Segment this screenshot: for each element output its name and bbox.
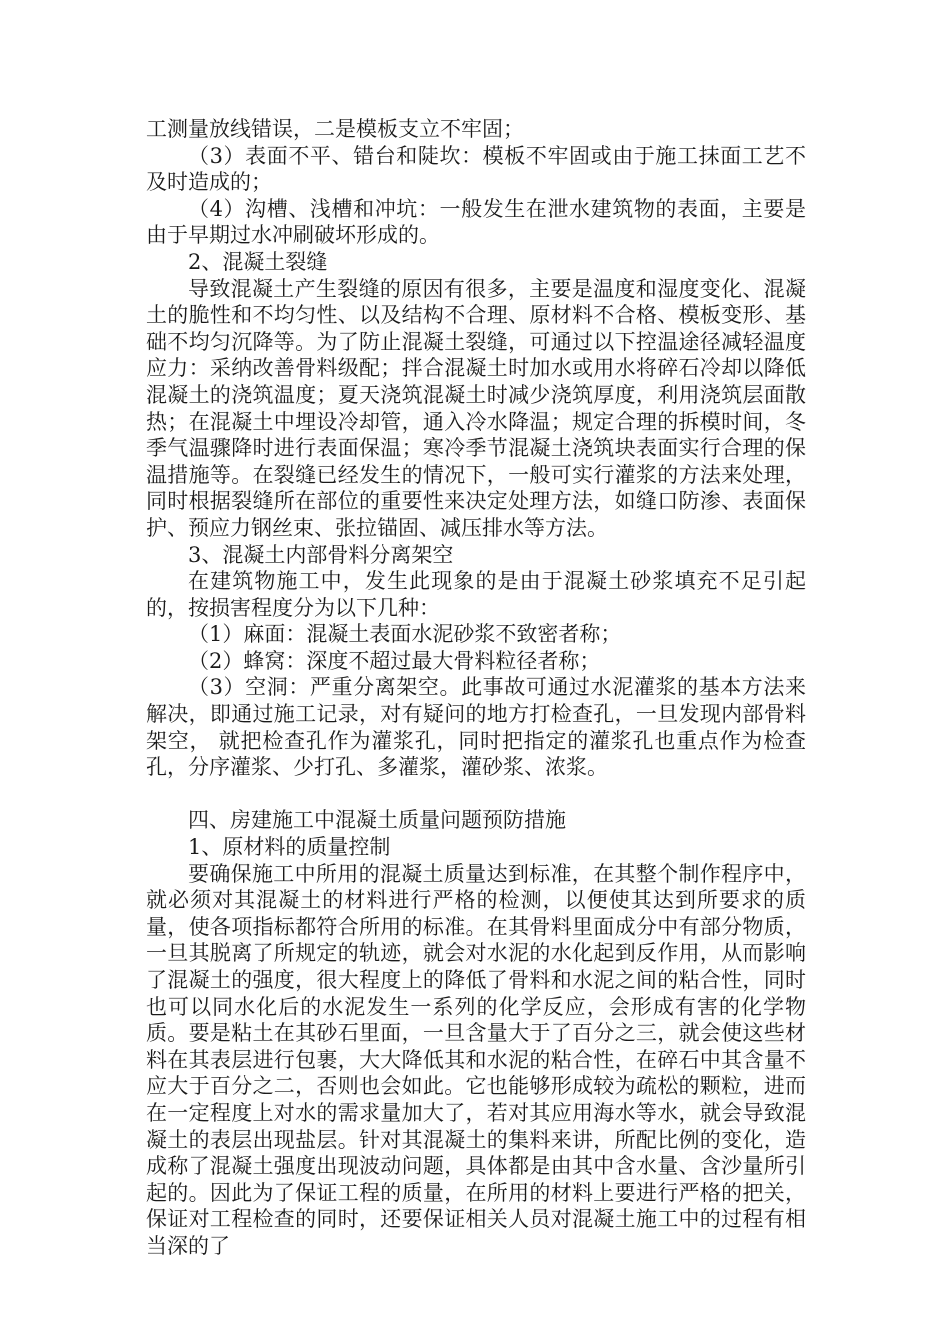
- blank-line: [146, 781, 806, 808]
- paragraph: （3）表面不平、错台和陡坎：模板不牢固或由于施工抹面工艺不及时造成的；: [146, 143, 806, 195]
- section-heading: 1、原材料的质量控制: [188, 835, 391, 860]
- paragraph: 在建筑物施工中，发生此现象的是由于混凝土砂浆填充不足引起的，按损害程度分为以下几种：: [146, 569, 806, 620]
- list-item: （1）麻面：混凝土表面水泥砂浆不致密者称；: [188, 622, 622, 647]
- list-item: （3）空洞：严重分离架空。此事故可通过水泥灌浆的基本方法来解决，即通过施工记录，对有疑问的地方打检查孔，一旦发现内部骨料架空， 就把检查孔作为灌浆孔，同时把指定的灌浆孔也重点作为检查孔，分序灌浆、少打孔、多灌浆，灌砂浆、浓浆。: [146, 675, 806, 780]
- paragraph: 工测量放线错误，二是模板支立不牢固；: [146, 117, 524, 141]
- list-item: （2）蜂窝：深度不超过最大骨料粒径者称；: [188, 648, 601, 673]
- paragraph: 导致混凝土产生裂缝的原因有很多，主要是温度和湿度变化、混凝土的脆性和不均匀性、以及结构不合理、原材料不合格、模板变形、基础不均匀沉降等。为了防止混凝土裂缝，可通过以下控温途径减轻温度应力：采纳改善骨料级配；拌合混凝土时加水或用水将碎石冷却以降低混凝土的浇筑温度；夏天浇筑混凝土时减少浇筑厚度，利用浇筑层面散热；在混凝土中埋设冷却管，通入冷水降温；规定合理的拆模时间，冬季气温骤降时进行表面保温；寒冷季节混凝土浇筑块表面实行合理的保温措施等。在裂缝已经发生的情况下，一般可实行灌浆的方法来处理，同时根据裂缝所在部位的重要性来决定处理方法，如缝口防渗、表面保护、预应力钢丝束、张拉锚固、减压排水等方法。: [146, 276, 806, 540]
- paragraph: 要确保施工中所用的混凝土质量达到标准，在其整个制作程序中，就必须对其混凝土的材料进行严格的检测，以便使其达到所要求的质量，使各项指标都符合所用的标准。在其骨料里面成分中有部分物质，一旦其脱离了所规定的轨迹，就会对水泥的水化起到反作用，从而影响了混凝土的强度，很大程度上的降低了骨料和水泥之间的粘合性，同时也可以同水化后的水泥发生一系列的化学反应，会形成有害的化学物质。要是粘土在其砂石里面，一旦含量大于了百分之三，就会使这些材料在其表层进行包裹，大大降低其和水泥的粘合性，在碎石中其含量不应大于百分之二，否则也会如此。它也能够形成较为疏松的颗粒，进而在一定程度上对水的需求量加大了，若对其应用海水等水，就会导致混凝土的表层出现盐层。针对其混凝土的集料来讲，所配比例的变化，造成称了混凝土强度出现波动问题，具体都是由其中含水量、含沙量所引起的。因此为了保证工程的质量，在所用的材料上要进行严格的把关，保证对工程检查的同时，还要保证相关人员对混凝土施工中的过程有相当深的了: [146, 861, 806, 1258]
- section-heading: 3、混凝土内部骨料分离架空: [188, 542, 454, 567]
- chapter-heading: 四、房建施工中混凝土质量问题预防措施: [188, 808, 566, 833]
- section-heading: 2、混凝土裂缝: [188, 249, 328, 274]
- paragraph: （4）沟槽、浅槽和冲坑：一般发生在泄水建筑物的表面，主要是由于早期过水冲刷破坏形成的。: [146, 196, 806, 248]
- document-body: [146, 116, 806, 1260]
